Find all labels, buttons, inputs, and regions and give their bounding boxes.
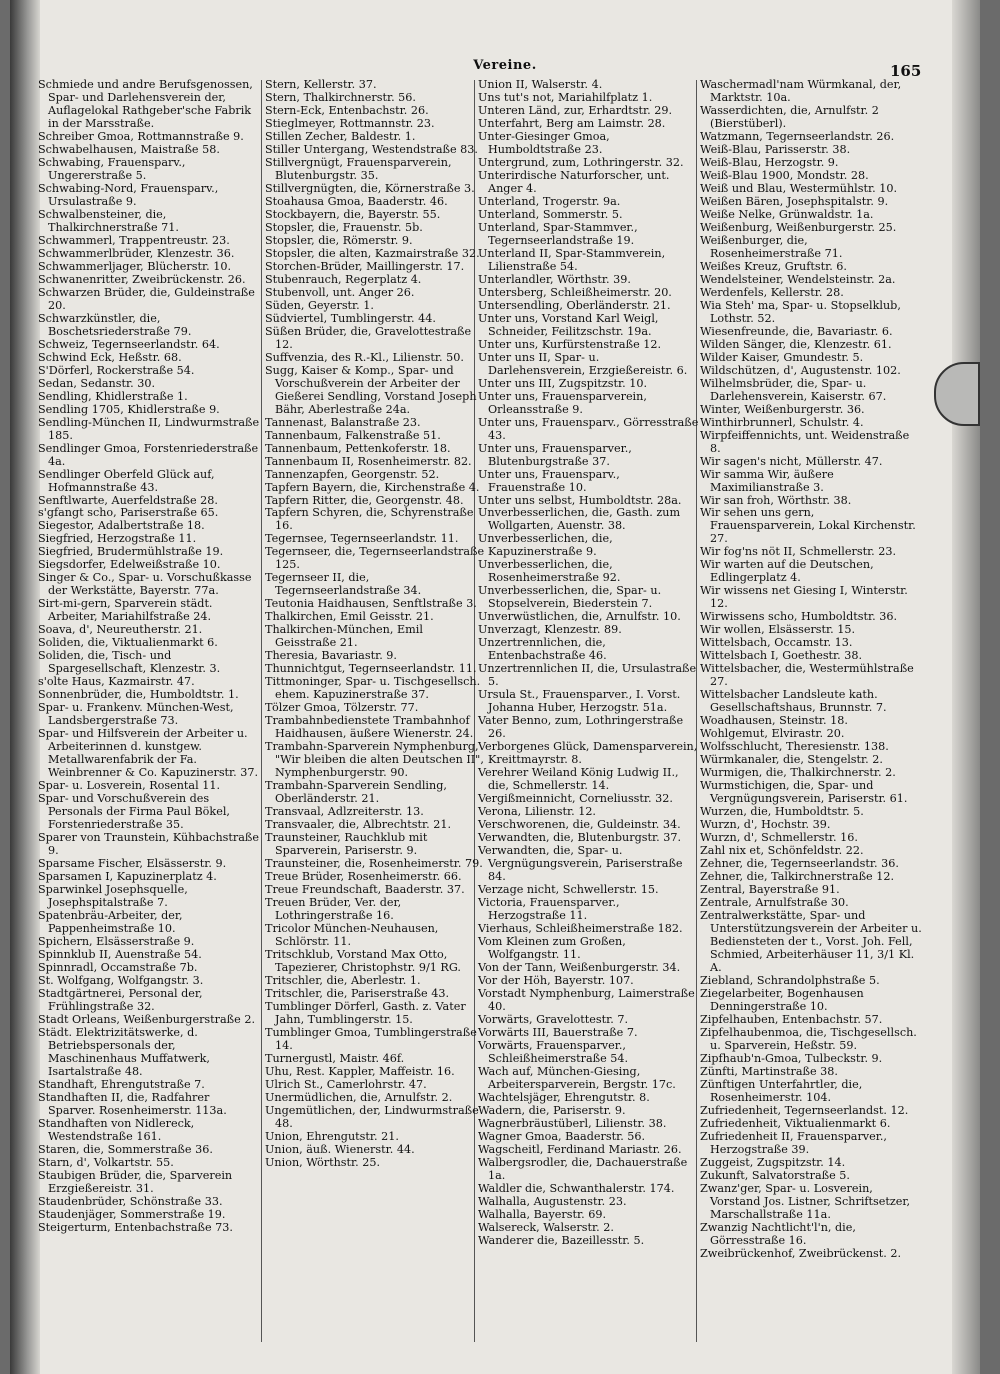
- directory-entry: Trambahnbedienstete Trambahnhof Haidhausen, äußere Wienerstr. 24.: [265, 714, 474, 741]
- directory-entry: Unterland, Sommerstr. 5.: [478, 207, 623, 221]
- directory-entry: Winter, Weißenburgerstr. 36.: [700, 402, 865, 416]
- directory-entry: Thalkirchen-München, Emil Geisstraße 21.: [265, 623, 423, 650]
- directory-entry: Wachtelsjäger, Ehrengutstr. 8.: [478, 1090, 650, 1104]
- directory-entry: Tricolor München-Neuhausen, Schlörstr. 11.: [265, 921, 439, 948]
- directory-entry: Schwarzkünstler, die, Boschetsriederstraße 79.: [38, 311, 192, 338]
- directory-entry: Soliden, die, Tisch- und Spargesellschaft, Klenzestr. 3.: [38, 649, 221, 676]
- directory-entry: Schwabelhausen, Maistraße 58.: [38, 142, 220, 156]
- directory-entry: Stern, Thalkirchnerstr. 56.: [265, 90, 416, 104]
- directory-entry: Wilhelmsbrüder, die, Spar- u. Darlehensverein, Kaiserstr. 67.: [700, 376, 887, 403]
- directory-entry: Städt. Elektrizitätswerke, d. Betriebspersonals der, Maschinenhaus Muffatwerk, Isartalstraße 48.: [38, 1025, 210, 1078]
- directory-entry: Unzertrennlichen II, die, Ursulastraße 5.: [478, 662, 697, 689]
- directory-entry: Tegernsee, Tegernseerlandstr. 11.: [265, 532, 459, 546]
- directory-entry: Spatenbräu-Arbeiter, der, Pappenheimstraße 10.: [38, 909, 183, 935]
- directory-entry: Unter uns, Frauensparv., Frauenstraße 10.: [478, 467, 620, 494]
- directory-entry: Untersberg, Schleißheimerstr. 20.: [478, 285, 672, 299]
- directory-entry: Unter uns, Frauensparverein, Orleansstraße 9.: [478, 389, 647, 416]
- directory-entry: Tannenzapfen, Georgenstr. 52.: [265, 467, 440, 481]
- directory-entry: Walhalla, Augustenstr. 23.: [478, 1194, 627, 1208]
- directory-entry: Vom Kleinen zum Großen, Wolfgangstr. 11.: [478, 934, 626, 961]
- directory-entry: Von der Tann, Weißenburgerstr. 34.: [478, 960, 681, 974]
- directory-entry: Tittmoninger, Spar- u. Tischgesellsch. ehem. Kapuzinerstraße 37.: [265, 675, 481, 702]
- directory-entry: Ungemütlichen, der, Lindwurmstraße 48.: [265, 1103, 479, 1130]
- directory-entry: Sirt-mi-gern, Sparverein städt. Arbeiter, Mariahilfstraße 24.: [38, 597, 213, 624]
- directory-entry: Zünfti, Martinstraße 38.: [700, 1064, 838, 1078]
- directory-entry: Unzertrennlichen, die, Entenbachstraße 46.: [478, 636, 607, 663]
- directory-entry: Schwind Eck, Heßstr. 68.: [38, 350, 182, 364]
- directory-entry: Wurzen, die, Humboldtstr. 5.: [700, 805, 864, 819]
- directory-entry: Sendlinger Oberfeld Glück auf, Hofmannstraße 43.: [38, 467, 215, 494]
- directory-entry: Zufriedenheit, Tegernseerlandst. 12.: [700, 1103, 909, 1117]
- directory-entry: Standhaften II, die, Radfahrer Sparver. Rosenheimerstr. 113a.: [38, 1090, 227, 1117]
- directory-entry: Wittelsbach I, Goethestr. 38.: [700, 649, 863, 663]
- directory-entry: Wir wissens net Giesing I, Winterstr. 12.: [700, 584, 908, 611]
- directory-entry: Union II, Walserstr. 4.: [478, 78, 603, 91]
- directory-entry: Vorwärts, Gravelottestr. 7.: [478, 1012, 629, 1026]
- directory-entry: Süßen Brüder, die, Gravelottestraße 12.: [265, 324, 472, 351]
- directory-column-3: [478, 78, 700, 1247]
- directory-entry: Schwammerl, Trappentreustr. 23.: [38, 233, 230, 247]
- directory-entry: Wolfsschlucht, Theresienstr. 138.: [700, 740, 889, 754]
- directory-entry: Zweibrückenhof, Zweibrückenst. 2.: [700, 1246, 902, 1260]
- directory-entry: Wir sagen's nicht, Müllerstr. 47.: [700, 454, 883, 468]
- directory-entry: Winthirbrunnerl, Schulstr. 4.: [700, 415, 864, 429]
- directory-entry: Sendling, Khidlerstraße 1.: [38, 389, 188, 403]
- directory-entry: Trambahn-Sparverein Sendling, Oberländerstr. 21.: [265, 779, 447, 806]
- directory-entry: Wia Steh' ma, Spar- u. Stopselklub, Lothstr. 52.: [700, 298, 901, 325]
- directory-entry: Verborgenes Glück, Damensparverein, Kreittmayrstr. 8.: [478, 740, 698, 767]
- page-clip: [934, 362, 980, 426]
- directory-entry: Sonnenbrüder, die, Humboldtstr. 1.: [38, 688, 239, 702]
- directory-entry: Zufriedenheit II, Frauensparver., Herzogstraße 39.: [700, 1129, 887, 1156]
- directory-entry: Soliden, die, Viktualienmarkt 6.: [38, 636, 218, 650]
- directory-entry: Unterfahrt, Berg am Laimstr. 28.: [478, 116, 666, 130]
- directory-entry: Sparwinkel Josephsquelle, Josephspitalstraße 7.: [38, 883, 188, 910]
- directory-column-2: [265, 78, 487, 1169]
- directory-entry: Wurmigen, die, Thalkirchnerstr. 2.: [700, 766, 896, 780]
- directory-entry: Wasserdichten, die, Arnulfstr. 2 (Bierstüberl).: [700, 103, 879, 130]
- directory-entry: Stopsler, die alten, Kazmairstraße 32.: [265, 246, 480, 260]
- directory-entry: Treuen Brüder, Ver. der, Lothringerstraße 16.: [265, 896, 402, 922]
- directory-entry: Zentral, Bayerstraße 91.: [700, 883, 840, 897]
- directory-entry: Wendelsteiner, Wendelsteinstr. 2a.: [700, 272, 896, 286]
- directory-entry: Transvaal, Adlzreiterstr. 13.: [265, 805, 424, 819]
- directory-entry: Ulrich St., Camerlohrstr. 47.: [265, 1077, 427, 1091]
- directory-entry: Zünftigen Unterfahrtler, die, Rosenheimerstr. 104.: [700, 1077, 863, 1104]
- directory-entry: S'Dörferl, Rockerstraße 54.: [38, 363, 195, 377]
- directory-entry: Spichern, Elsässerstraße 9.: [38, 934, 195, 948]
- directory-entry: Zukunft, Salvatorstraße 5.: [700, 1168, 850, 1182]
- directory-entry: Verona, Lilienstr. 12.: [478, 805, 596, 819]
- directory-entry: s'gfangt scho, Pariserstraße 65.: [38, 506, 219, 520]
- directory-entry: Stopsler, die, Frauenstr. 5b.: [265, 220, 423, 234]
- directory-entry: Stadtgärtnerei, Personal der, Frühlingstraße 32.: [38, 986, 203, 1013]
- directory-entry: Wir san froh, Wörthstr. 38.: [700, 493, 852, 507]
- directory-entry: Wurzn, d', Schmellerstr. 16.: [700, 831, 858, 845]
- directory-entry: Weiß-Blau, Parisserstr. 38.: [700, 142, 851, 156]
- directory-entry: Standhaften von Nidlereck, Westendstraße 161.: [38, 1116, 195, 1143]
- directory-entry: Schweiz, Tegernseerlandstr. 64.: [38, 337, 220, 351]
- directory-entry: Stieglmeyer, Rottmannstr. 23.: [265, 116, 435, 130]
- directory-entry: Wirwissens scho, Humboldtstr. 36.: [700, 610, 898, 624]
- directory-entry: Trambahn-Sparverein Nymphenburg, "Wir bleiben die alten Deutschen II", Nymphenburgerstr. 90.: [265, 740, 484, 780]
- directory-entry: Theresia, Bavariastr. 9.: [265, 649, 397, 663]
- directory-entry: Zipfhaub'n-Gmoa, Tulbeckstr. 9.: [700, 1051, 883, 1065]
- directory-entry: Schreiber Gmoa, Rottmannstraße 9.: [38, 129, 244, 143]
- directory-entry: Wilden Sänger, die, Klenzestr. 61.: [700, 337, 892, 351]
- directory-entry: Wittelsbacher, die, Westermühlstraße 27.: [700, 662, 914, 689]
- directory-column-4: [700, 78, 922, 1260]
- directory-entry: Stillvergnügt, Frauensparverein, Blutenburgstr. 35.: [265, 155, 452, 182]
- directory-entry: Unterlandler, Wörthstr. 39.: [478, 272, 631, 286]
- directory-entry: Steigerturm, Entenbachstraße 73.: [38, 1220, 233, 1234]
- directory-entry: Unverzagt, Klenzestr. 89.: [478, 623, 622, 637]
- directory-entry: Stiller Untergang, Westendstraße 83.: [265, 142, 478, 156]
- directory-entry: Tumblinger Gmoa, Tumblingerstraße 14.: [265, 1025, 477, 1052]
- directory-entry: Unverbesserlichen, die, Gasth. zum Wollgarten, Auenstr. 38.: [478, 506, 681, 533]
- directory-entry: Unverbesserlichen, die, Spar- u. Stopselverein, Biederstein 7.: [478, 584, 662, 611]
- directory-entry: Weißen Bären, Josephspitalstr. 9.: [700, 194, 889, 208]
- directory-entry: Wagnerbräustüberl, Lilienstr. 38.: [478, 1116, 667, 1130]
- directory-entry: Ursula St., Frauensparver., I. Vorst. Johanna Huber, Herzogstr. 51a.: [478, 688, 681, 715]
- directory-entry: Sparer von Traunstein, Kühbachstraße 9.: [38, 831, 260, 858]
- directory-entry: Sendling-München II, Lindwurmstraße 185.: [38, 415, 260, 442]
- directory-entry: Schwalbensteiner, die, Thalkirchnerstraße 71.: [38, 207, 179, 234]
- directory-entry: Union, äuß. Wienerstr. 44.: [265, 1142, 415, 1156]
- directory-entry: Vorwärts III, Bauerstraße 7.: [478, 1025, 638, 1039]
- directory-entry: Tritschler, die, Pariserstraße 43.: [265, 986, 450, 1000]
- directory-entry: Unterirdische Naturforscher, unt. Anger 4.: [478, 168, 670, 195]
- directory-entry: Suffvenzia, des R.-Kl., Lilienstr. 50.: [265, 350, 464, 364]
- directory-entry: Zahl nix et, Schönfeldstr. 22.: [700, 844, 864, 858]
- directory-entry: Unter uns II, Spar- u. Darlehensverein, Erzgießereistr. 6.: [478, 350, 688, 377]
- directory-entry: Unter-Giesinger Gmoa, Humboldtstraße 23.: [478, 129, 610, 156]
- directory-entry: Tapfern Bayern, die, Kirchenstraße 4.: [265, 480, 480, 494]
- directory-entry: Turnergustl, Maistr. 46f.: [265, 1051, 405, 1065]
- directory-entry: Tannenbaum, Falkenstraße 51.: [265, 428, 441, 442]
- directory-entry: Wir warten auf die Deutschen, Edlingerplatz 4.: [700, 558, 874, 585]
- directory-entry: Stern, Kellerstr. 37.: [265, 78, 377, 91]
- directory-entry: Zuggeist, Zugspitzstr. 14.: [700, 1155, 846, 1169]
- directory-entry: Vorwärts, Frauensparver., Schleißheimerstraße 54.: [478, 1038, 629, 1065]
- directory-entry: Staren, die, Sommerstraße 36.: [38, 1142, 213, 1156]
- directory-entry: Unter uns, Frauensparv., Görresstraße 43.: [478, 415, 699, 442]
- directory-entry: Spinnradl, Occamstraße 7b.: [38, 960, 198, 974]
- book-page: [10, 0, 980, 1374]
- directory-entry: Wagner Gmoa, Baaderstr. 56.: [478, 1129, 646, 1143]
- directory-entry: Spinnklub II, Auenstraße 54.: [38, 947, 202, 961]
- directory-entry: Wagscheitl, Ferdinand Mariastr. 26.: [478, 1142, 682, 1156]
- directory-entry: Vorstadt Nymphenburg, Laimerstraße 40.: [478, 986, 695, 1013]
- directory-entry: Wiesenfreunde, die, Bavariastr. 6.: [700, 324, 893, 338]
- directory-entry: Weiß-Blau, Herzogstr. 9.: [700, 155, 839, 169]
- directory-entry: Vergißmeinnicht, Corneliusstr. 32.: [478, 792, 673, 806]
- directory-entry: Unteren Länd, zur, Erhardtstr. 29.: [478, 103, 673, 117]
- directory-entry: Verzage nicht, Schwellerstr. 15.: [478, 883, 659, 897]
- directory-entry: Wirpfeiffennichts, unt. Weidenstraße 8.: [700, 428, 910, 455]
- directory-entry: Singer & Co., Spar- u. Vorschußkasse der Werkstätte, Bayerstr. 77a.: [38, 571, 252, 598]
- directory-entry: Uhu, Rest. Kappler, Maffeistr. 16.: [265, 1064, 455, 1078]
- directory-entry: Zipfelhauben, Entenbachstr. 57.: [700, 1012, 883, 1026]
- directory-entry: Verschworenen, die, Guldeinstr. 34.: [478, 818, 681, 832]
- directory-entry: Tannenbaum II, Rosenheimerstr. 82.: [265, 454, 472, 468]
- directory-entry: Watzmann, Tegernseerlandstr. 26.: [700, 129, 895, 143]
- directory-entry: Südviertel, Tumblingerstr. 44.: [265, 311, 436, 325]
- page-title: Vereine.: [473, 58, 537, 73]
- directory-entry: Tritschler, die, Aberlestr. 1.: [265, 973, 421, 987]
- directory-entry: Zwanzig Nachtlicht'l'n, die, Görresstraße 16.: [700, 1220, 856, 1247]
- directory-entry: Tumblinger Dörferl, Gasth. z. Vater Jahn, Tumblingerstr. 15.: [265, 999, 466, 1026]
- directory-entry: Traunsteiner, Rauchklub mit Sparverein, Pariserstr. 9.: [265, 831, 428, 858]
- directory-entry: Zehner, die, Tegernseerlandstr. 36.: [700, 857, 899, 871]
- directory-entry: Zufriedenheit, Viktualienmarkt 6.: [700, 1116, 891, 1130]
- directory-entry: Spar- und Vorschußverein des Personals der Firma Paul Bökel, Forstenriederstraße 35.: [38, 792, 230, 832]
- directory-entry: Transvaaler, die, Albrechtstr. 21.: [265, 818, 452, 832]
- directory-entry: Starn, d', Volkartstr. 55.: [38, 1155, 174, 1169]
- directory-entry: Uns tut's not, Mariahilfplatz 1.: [478, 90, 653, 104]
- directory-entry: s'olte Haus, Kazmairstr. 47.: [38, 675, 195, 689]
- directory-entry: Staubigen Brüder, die, Sparverein Erzgießereistr. 31.: [38, 1168, 233, 1195]
- directory-entry: Unter uns, Kurfürstenstraße 12.: [478, 337, 662, 351]
- directory-entry: Wanderer die, Bazeillesstr. 5.: [478, 1233, 645, 1247]
- directory-entry: Zipfelhaubenmoa, die, Tischgesellsch. u. Sparverein, Heßstr. 59.: [700, 1025, 917, 1052]
- directory-entry: Siegsdorfer, Edelweißstraße 10.: [38, 558, 221, 572]
- directory-entry: Stillvergnügten, die, Körnerstraße 3.: [265, 181, 475, 195]
- directory-entry: Stockbayern, die, Bayerstr. 55.: [265, 207, 441, 221]
- directory-entry: Verehrer Weiland König Ludwig II., die, Schmellerstr. 14.: [478, 766, 679, 793]
- directory-entry: Wittelsbacher Landsleute kath. Gesellschaftshaus, Brunnstr. 7.: [700, 688, 887, 715]
- directory-entry: Union, Ehrengutstr. 21.: [265, 1129, 399, 1143]
- directory-entry: Unermüdlichen, die, Arnulfstr. 2.: [265, 1090, 453, 1104]
- directory-entry: Spar- und Hilfsverein der Arbeiter u. Arbeiterinnen d. kunstgew. Metallwarenfabrik der Fa. Weinbrenner & Co. Kapuzinerstr. 37.: [38, 727, 259, 780]
- directory-entry: Walsereck, Walserstr. 2.: [478, 1220, 614, 1234]
- directory-entry: Staudenjäger, Sommerstraße 19.: [38, 1207, 226, 1221]
- directory-entry: Stubenrauch, Regerplatz 4.: [265, 272, 422, 286]
- directory-entry: Waschermadl'nam Würmkanal, der, Marktstr. 10a.: [700, 78, 902, 104]
- directory-entry: Schwammerljager, Blücherstr. 10.: [38, 259, 231, 273]
- directory-entry: Sugg, Kaiser & Komp., Spar- und Vorschußverein der Arbeiter der Gießerei Sendling, Vorstand Joseph Bähr, Aberlestraße 24a.: [265, 363, 477, 416]
- directory-entry: Sparsamen I, Kapuzinerplatz 4.: [38, 870, 217, 884]
- directory-entry: Walbergsrodler, die, Dachauerstraße 1a.: [478, 1155, 688, 1182]
- directory-entry: Senftlwarte, Auerfeldstraße 28.: [38, 493, 218, 507]
- directory-entry: Zentralwerkstätte, Spar- und Unterstützungsverein der Arbeiter u. Bediensteten der t., Vorst. Joh. Fell, Schmied, Arbeiterhäuser 11, 3/1 Kl. A.: [700, 909, 922, 974]
- directory-entry: Wurzn, d', Hochstr. 39.: [700, 818, 831, 832]
- directory-entry: Sendling 1705, Khidlerstraße 9.: [38, 402, 220, 416]
- directory-entry: Weißenburg, Weißenburgerstr. 25.: [700, 220, 897, 234]
- directory-entry: Wilder Kaiser, Gmundestr. 5.: [700, 350, 864, 364]
- directory-entry: Stillen Zecher, Baldestr. 1.: [265, 129, 416, 143]
- directory-entry: Zwanz'ger, Spar- u. Losverein, Vorstand Jos. Listner, Schriftsetzer, Marschallstraße 11a.: [700, 1181, 911, 1221]
- directory-entry: Zehner, die, Talkirchnerstraße 12.: [700, 870, 895, 884]
- directory-entry: Untergrund, zum, Lothringerstr. 32.: [478, 155, 684, 169]
- directory-entry: Traunsteiner, die, Rosenheimerstr. 79.: [265, 857, 483, 871]
- directory-entry: Wir wollen, Elsässerstr. 15.: [700, 623, 856, 637]
- directory-entry: Ziegelarbeiter, Bogenhausen Denningerstraße 10.: [700, 986, 864, 1013]
- directory-entry: Sparsame Fischer, Elsässerstr. 9.: [38, 857, 227, 871]
- directory-entry: Weiße Nelke, Grünwaldstr. 1a.: [700, 207, 874, 221]
- directory-entry: Wadern, die, Pariserstr. 9.: [478, 1103, 626, 1117]
- directory-entry: Werdenfels, Kellerstr. 28.: [700, 285, 844, 299]
- directory-entry: Schwammerlbrüder, Klenzestr. 36.: [38, 246, 235, 260]
- directory-entry: Stoahausa Gmoa, Baaderstr. 46.: [265, 194, 448, 208]
- directory-entry: Unter uns, Vorstand Karl Weigl, Schneider, Feilitzschstr. 19a.: [478, 311, 659, 338]
- directory-entry: Siegfried, Brudermühlstraße 19.: [38, 545, 224, 559]
- directory-entry: Tegernseer II, die, Tegernseerlandstraße 34.: [265, 571, 422, 598]
- directory-entry: Unterland, Spar-Stammver., Tegernseerlandstraße 19.: [478, 220, 638, 247]
- directory-entry: Union, Wörthstr. 25.: [265, 1155, 381, 1169]
- directory-entry: Tölzer Gmoa, Tölzerstr. 77.: [265, 701, 419, 715]
- directory-entry: Unter uns selbst, Humboldtstr. 28a.: [478, 493, 682, 507]
- directory-entry: Schmiede und andre Berufsgenossen, Spar- und Darlehensverein der, Auflagelokal Rathgeber'sche Fabrik in der Marsstraße.: [38, 78, 253, 130]
- directory-entry: Stopsler, die, Römerstr. 9.: [265, 233, 413, 247]
- directory-entry: Weiß und Blau, Westermühlstr. 10.: [700, 181, 897, 195]
- directory-entry: Treue Freundschaft, Baaderstr. 37.: [265, 883, 465, 897]
- directory-entry: Wohlgemut, Elvirastr. 20.: [700, 727, 845, 741]
- directory-entry: Zentrale, Arnulfstraße 30.: [700, 896, 849, 910]
- directory-entry: Schwabing, Frauensparv., Ungererstraße 5.: [38, 155, 186, 182]
- directory-entry: Tapfern Ritter, die, Georgenstr. 48.: [265, 493, 464, 507]
- directory-entry: Wildschützen, d', Augustenstr. 102.: [700, 363, 901, 377]
- directory-entry: Walhalla, Bayerstr. 69.: [478, 1207, 607, 1221]
- directory-entry: Weißes Kreuz, Gruftstr. 6.: [700, 259, 847, 273]
- directory-entry: Vierhaus, Schleißheimerstraße 182.: [478, 921, 683, 935]
- directory-entry: Wach auf, München-Giesing, Arbeitersparverein, Bergstr. 17c.: [478, 1064, 676, 1091]
- directory-entry: Ziebland, Schrandolphstraße 5.: [700, 973, 880, 987]
- directory-entry: Stern-Eck, Entenbachstr. 26.: [265, 103, 429, 117]
- directory-entry: Untersendling, Oberländerstr. 21.: [478, 298, 671, 312]
- directory-entry: Süden, Geyerstr. 1.: [265, 298, 374, 312]
- directory-entry: Unter uns III, Zugspitzstr. 10.: [478, 376, 648, 390]
- directory-entry: Soava, d', Neureutherstr. 21.: [38, 623, 203, 637]
- directory-entry: Thunnichtgut, Tegernseerlandstr. 11.: [265, 662, 477, 676]
- directory-entry: Siegestor, Adalbertstraße 18.: [38, 519, 205, 533]
- directory-entry: Stadt Orleans, Weißenburgerstraße 2.: [38, 1012, 255, 1026]
- directory-entry: St. Wolfgang, Wolfgangstr. 3.: [38, 973, 204, 987]
- directory-entry: Woadhausen, Steinstr. 18.: [700, 714, 848, 728]
- directory-entry: Schwarzen Brüder, die, Guldeinstraße 20.: [38, 285, 255, 312]
- directory-entry: Schwabing-Nord, Frauensparv., Ursulastraße 9.: [38, 181, 219, 208]
- directory-entry: Wurmstichigen, die, Spar- und Vergnügungsverein, Pariserstr. 61.: [700, 779, 908, 806]
- directory-entry: Unterland II, Spar-Stammverein, Lilienstraße 54.: [478, 246, 666, 273]
- directory-entry: Unverbesserlichen, die, Rosenheimerstraße 92.: [478, 558, 621, 585]
- directory-entry: Stubenvoll, unt. Anger 26.: [265, 285, 415, 299]
- directory-entry: Sendlinger Gmoa, Forstenriederstraße 4a.: [38, 441, 259, 468]
- directory-entry: Unverwüstlichen, die, Arnulfstr. 10.: [478, 610, 681, 624]
- directory-entry: Tritschklub, Vorstand Max Otto, Tapezierer, Christophstr. 9/1 RG.: [265, 947, 461, 974]
- book-binding-shadow: [10, 0, 40, 1374]
- directory-entry: Unter uns, Frauensparver., Blutenburgstraße 37.: [478, 441, 632, 468]
- directory-entry: Weiß-Blau 1900, Mondstr. 28.: [700, 168, 869, 182]
- directory-entry: Victoria, Frauensparver., Herzogstraße 11.: [478, 896, 620, 922]
- page-number: 165: [890, 62, 922, 80]
- directory-column-1: [38, 78, 260, 1234]
- directory-entry: Teutonia Haidhausen, Senftlstraße 3.: [265, 597, 477, 611]
- directory-entry: Wir fog'ns nöt II, Schmellerstr. 23.: [700, 545, 897, 559]
- directory-entry: Staudenbrüder, Schönstraße 33.: [38, 1194, 223, 1208]
- directory-entry: Siegfried, Herzogstraße 11.: [38, 532, 197, 546]
- page-edge-stack: [952, 0, 980, 1374]
- directory-entry: Spar- u. Losverein, Rosental 11.: [38, 779, 221, 793]
- directory-entry: Tannenast, Balanstraße 23.: [265, 415, 421, 429]
- directory-entry: Verwandten, die, Spar- u. Vergnügungsverein, Pariserstraße 84.: [478, 844, 683, 884]
- directory-entry: Wir samma Wir, äußere Maximilianstraße 3.: [700, 467, 834, 494]
- directory-entry: Standhaft, Ehrengutstraße 7.: [38, 1077, 205, 1091]
- directory-entry: Tannenbaum, Pettenkoferstr. 18.: [265, 441, 451, 455]
- directory-entry: Schwanenritter, Zweibrückenstr. 26.: [38, 272, 246, 286]
- directory-entry: Vor der Höh, Bayerstr. 107.: [478, 973, 634, 987]
- directory-entry: Tapfern Schyren, die, Schyrenstraße 16.: [265, 506, 474, 533]
- directory-entry: Unterland, Trogerstr. 9a.: [478, 194, 621, 208]
- directory-entry: Thalkirchen, Emil Geisstr. 21.: [265, 610, 434, 624]
- directory-entry: Weißenburger, die, Rosenheimerstraße 71.: [700, 233, 843, 260]
- directory-entry: Unverbesserlichen, die, Kapuzinerstraße 9.: [478, 532, 613, 559]
- column-divider: [261, 80, 262, 1342]
- directory-entry: Wir sehen uns gern, Frauensparverein, Lokal Kirchenstr. 27.: [700, 506, 916, 546]
- directory-entry: Treue Brüder, Rosenheimerstr. 66.: [265, 870, 462, 884]
- directory-entry: Verwandten, die, Blutenburgstr. 37.: [478, 831, 682, 845]
- directory-entry: Wittelsbach, Occamstr. 13.: [700, 636, 853, 650]
- directory-entry: Waldler die, Schwanthalerstr. 174.: [478, 1181, 675, 1195]
- directory-entry: Sedan, Sedanstr. 30.: [38, 376, 156, 390]
- directory-entry: Würmkanaler, die, Stengelstr. 2.: [700, 753, 883, 767]
- directory-entry: Spar- u. Frankenv. München-West, Landsbergerstraße 73.: [38, 701, 234, 728]
- directory-entry: Storchen-Brüder, Maillingerstr. 17.: [265, 259, 465, 273]
- directory-entry: Tegernseer, die, Tegernseerlandstraße 125.: [265, 545, 485, 572]
- directory-entry: Vater Benno, zum, Lothringerstraße 26.: [478, 714, 684, 741]
